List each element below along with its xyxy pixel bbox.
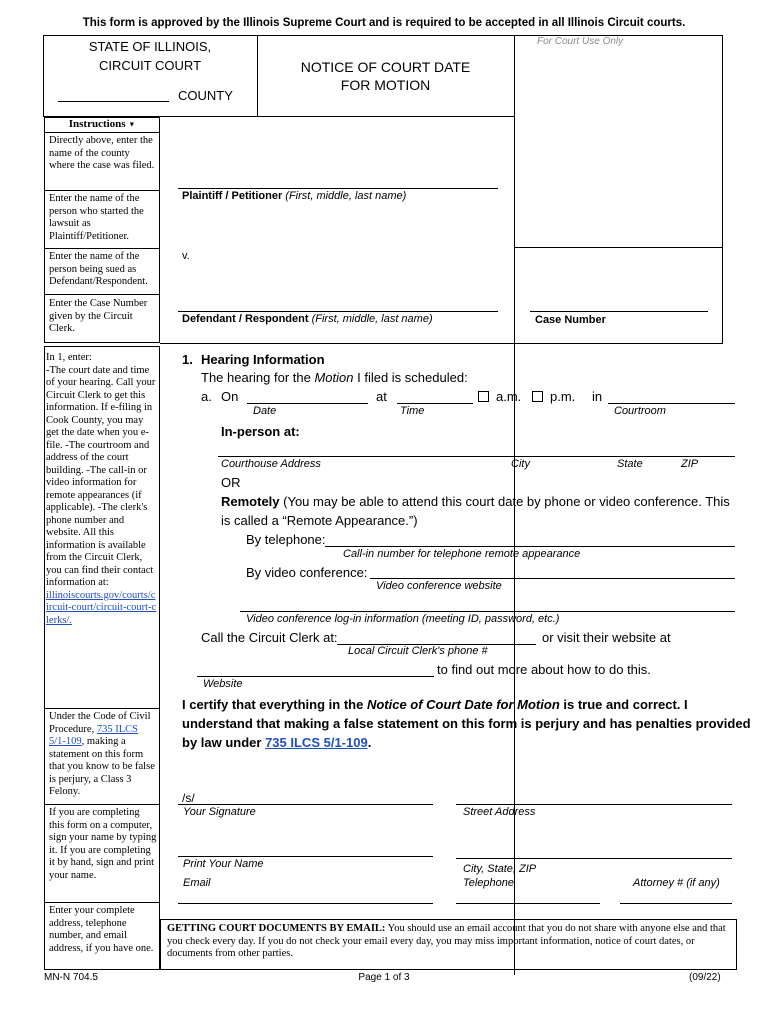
plaintiff-label xyxy=(182,190,406,202)
instruction-plaintiff: Enter the name of the person who started the lawsuit as Plaintiff/Petitioner. xyxy=(49,193,144,242)
telephone-contact-field[interactable] xyxy=(456,903,600,904)
am-checkbox[interactable] xyxy=(478,391,489,402)
cert-line3-pre: by law under xyxy=(182,735,266,750)
perjury-pre: Under the Code of Civil Procedure, xyxy=(49,711,151,735)
zip-hint: ZIP xyxy=(681,458,699,470)
defendant-field[interactable] xyxy=(178,311,498,312)
form-version: (09/22) xyxy=(689,972,721,983)
plaintiff-field[interactable] xyxy=(178,188,498,189)
telephone-hint: Call-in number for telephone remote appearance xyxy=(343,548,581,560)
signature-field[interactable] xyxy=(178,804,433,805)
instr-divider xyxy=(44,804,160,805)
email-field[interactable] xyxy=(178,903,433,904)
instruction-hearing xyxy=(46,352,157,627)
instruction-signature: If you are completing this form on a computer, sign your name by typing it. If you are completing it by hand, sign and print your name. xyxy=(49,807,157,881)
defendant-label-text: Defendant / Respondent xyxy=(182,313,309,325)
instruction-hearing-text: -The court date and time of your hearing. Call your Circuit Clerk to get this information. If e-filing in Cook County, you may get the date when you e-file. -The courtroom and address of the court building. -The call-in or video information for remote appearances (if applicable). -The clerk's phone number and website. All this information is available from the Circuit Clerk, you can find their contact information at: xyxy=(46,364,156,588)
section-heading: Hearing Information xyxy=(201,352,325,367)
case-number-label: Case Number xyxy=(535,314,606,326)
instr-divider xyxy=(44,248,160,249)
instr-divider xyxy=(44,902,160,903)
approval-notice: This form is approved by the Illinois Supreme Court and is required to be accepted in all Illinois Circuit courts. xyxy=(82,17,686,29)
plaintiff-hint: (First, middle, last name) xyxy=(285,190,407,202)
telephone-field[interactable] xyxy=(325,546,735,547)
cert-line2: understand that making a false statement on this form is perjury and has penalties provided xyxy=(182,716,751,731)
defendant-label xyxy=(182,313,433,325)
form-id: MN-N 704.5 xyxy=(44,972,98,983)
cert-line3-post: . xyxy=(367,735,372,750)
clerk-website-field[interactable] xyxy=(197,676,434,677)
video-website-hint: Video conference website xyxy=(376,580,502,592)
hearing-intro-motion: Motion xyxy=(314,370,354,385)
instr-divider xyxy=(44,190,160,191)
city-state-zip-hint: City, State, ZIP xyxy=(463,863,537,875)
instr-divider xyxy=(44,294,160,295)
hearing-intro-pre: The hearing for the xyxy=(201,370,315,385)
call-clerk-label: Call the Circuit Clerk at: xyxy=(201,630,338,645)
instruction-defendant: Enter the name of the person being sued as Defendant/Respondent. xyxy=(49,251,148,287)
street-address-hint: Street Address xyxy=(463,806,536,818)
at-label: at xyxy=(376,389,387,404)
chevron-down-icon: ▼ xyxy=(128,120,136,129)
remotely-line1 xyxy=(221,494,730,509)
city-hint: City xyxy=(511,458,530,470)
instruction-case-number: Enter the Case Number given by the Circuit Clerk. xyxy=(49,298,148,334)
video-website-field[interactable] xyxy=(370,578,735,579)
instructions-header-divider xyxy=(44,132,160,133)
city-state-zip-field[interactable] xyxy=(456,858,732,859)
pm-label: p.m. xyxy=(550,389,576,404)
email-label: Email xyxy=(183,877,211,889)
instr-divider xyxy=(44,708,160,709)
county-field[interactable] xyxy=(58,101,169,102)
instruction-county: Directly above, enter the name of the county where the case was filed. xyxy=(49,135,155,171)
county-label: COUNTY xyxy=(178,88,233,103)
perjury-statute-link[interactable]: 735 ILCS 5/1-109 xyxy=(49,723,138,747)
instruction-hearing-intro: In 1, enter: xyxy=(46,352,92,363)
clerk-phone-hint: Local Circuit Clerk's phone # xyxy=(348,645,488,657)
attorney-hint: Attorney # (if any) xyxy=(633,877,720,889)
email-notice-heading: GETTING COURT DOCUMENTS BY EMAIL: xyxy=(167,923,386,934)
find-out-label: to find out more about how to do this. xyxy=(437,662,651,677)
court-label: CIRCUIT COURT xyxy=(98,58,202,73)
form-title-line1: NOTICE OF COURT DATE xyxy=(300,59,471,75)
remotely-text: (You may be able to attend this court date by phone or video conference. This xyxy=(279,494,730,509)
item-a-label: a. xyxy=(201,389,212,404)
date-hint: Date xyxy=(253,405,277,417)
remotely-line2: is called a “Remote Appearance.”) xyxy=(221,513,418,528)
state-label: STATE OF ILLINOIS, xyxy=(88,39,212,54)
defendant-hint: (First, middle, last name) xyxy=(311,313,433,325)
case-number-field[interactable] xyxy=(530,311,708,312)
section-number: 1. xyxy=(182,352,193,367)
in-person-label: In-person at: xyxy=(221,424,300,439)
video-login-field[interactable] xyxy=(240,611,735,612)
clerk-directory-link[interactable]: illinoiscourts.gov/courts/circuit-court/circuit-court-clerks/. xyxy=(46,589,157,626)
versus-label: v. xyxy=(182,250,190,262)
by-telephone-label: By telephone: xyxy=(246,532,326,547)
email-notice-text: You should use an email account that you do not share with anyone else and that you check every day. If you do not check your email every day, you may miss important information, notice of court dates, or documents from other parties. xyxy=(167,923,726,959)
perjury-post: , making a statement on this form that you know to be false is perjury, a Class 3 Felony. xyxy=(49,736,155,797)
courtroom-hint: Courtroom xyxy=(614,405,666,417)
email-notice-box xyxy=(160,919,737,970)
cert-line1-italic: Notice of Court Date for Motion xyxy=(366,697,560,712)
instruction-perjury xyxy=(49,711,157,799)
cert-line1-pre: I certify that everything in the xyxy=(182,697,367,712)
am-label: a.m. xyxy=(496,389,522,404)
instructions-toggle[interactable] xyxy=(44,118,160,130)
date-field[interactable] xyxy=(247,403,368,404)
box-divider-1 xyxy=(257,35,258,116)
attorney-field[interactable] xyxy=(620,903,732,904)
by-video-label: By video conference: xyxy=(246,565,368,580)
instruction-contact: Enter your complete address, telephone number, and email address, if you have one. xyxy=(49,905,154,954)
hearing-intro-post: I filed is scheduled: xyxy=(353,370,468,385)
on-label: On xyxy=(221,389,239,404)
form-title-line2: FOR MOTION xyxy=(340,77,431,93)
cert-line1-post: is true and correct. I xyxy=(559,697,688,712)
telephone-contact-hint: Telephone xyxy=(463,877,514,889)
pm-checkbox[interactable] xyxy=(532,391,543,402)
page-number: Page 1 of 3 xyxy=(358,972,410,983)
hearing-intro xyxy=(201,370,468,385)
signature-prefix: /s/ xyxy=(182,791,195,805)
remotely-bold: Remotely xyxy=(221,494,280,509)
court-use-label: For Court Use Only xyxy=(537,36,624,47)
box-right-border xyxy=(722,35,723,344)
video-login-hint: Video conference log-in information (meeting ID, password, etc.) xyxy=(246,613,560,625)
time-field[interactable] xyxy=(397,403,473,404)
website-hint: Website xyxy=(203,678,243,690)
print-name-field[interactable] xyxy=(178,856,433,857)
or-label: OR xyxy=(221,475,241,490)
visit-site-label: or visit their website at xyxy=(542,630,671,645)
street-address-field[interactable] xyxy=(456,804,732,805)
signature-hint: Your Signature xyxy=(183,806,256,818)
court-use-divider xyxy=(514,247,722,248)
print-name-hint: Print Your Name xyxy=(183,858,264,870)
courthouse-address-field[interactable] xyxy=(218,456,735,457)
plaintiff-label-text: Plaintiff / Petitioner xyxy=(182,190,283,202)
state-hint: State xyxy=(617,458,643,470)
parties-bottom-border xyxy=(160,343,722,344)
cert-statute-link[interactable]: 735 ILCS 5/1-109 xyxy=(265,735,368,750)
courtroom-field[interactable] xyxy=(608,403,735,404)
in-label: in xyxy=(592,389,603,404)
instructions-header: Instructions xyxy=(68,118,126,130)
courthouse-address-hint: Courthouse Address xyxy=(221,458,321,470)
certification-text xyxy=(182,695,751,752)
time-hint: Time xyxy=(400,405,425,417)
